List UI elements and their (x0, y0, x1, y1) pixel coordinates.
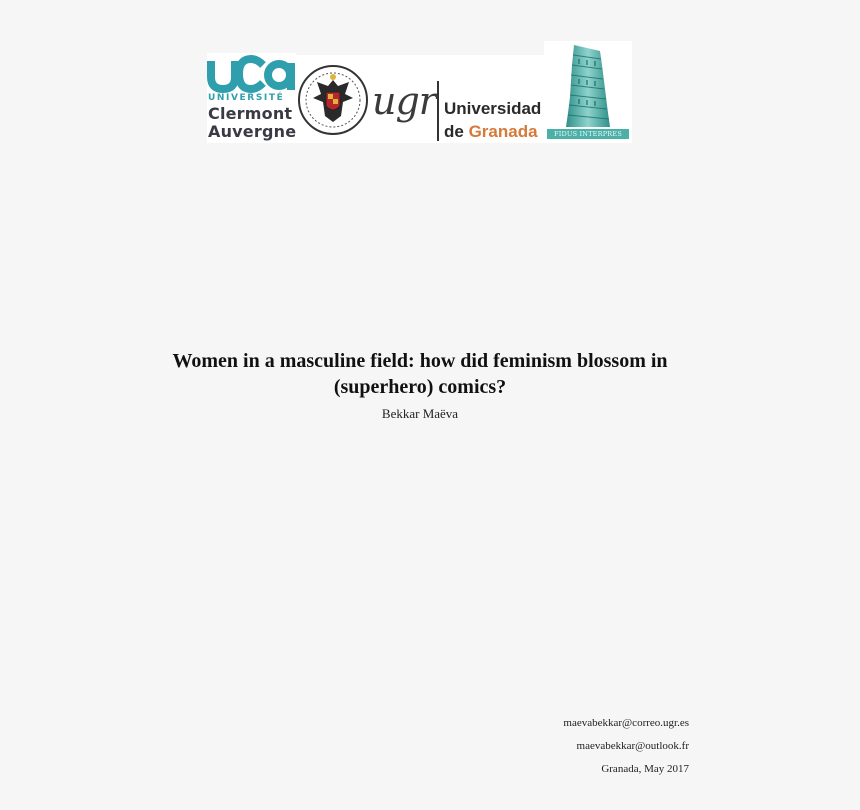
email-ugr: maevabekkar@correo.ugr.es (563, 717, 689, 729)
fidus-banner: FIDUS INTERPRES (547, 129, 629, 139)
ugr-divider (437, 81, 439, 141)
babel-tower-icon (544, 41, 632, 129)
document-title (0, 348, 840, 400)
ugr-name-line1: Universidad (444, 99, 542, 118)
uca-line-universite: UNIVERSITÉ (208, 93, 285, 103)
uca-line-auvergne: Auvergne (208, 122, 297, 141)
uca-mark-icon (207, 55, 296, 93)
ugr-wordmark: ugr (372, 79, 436, 123)
contact-block (563, 712, 689, 781)
title-line-1: Women in a masculine field: how did feminism blossom in (172, 350, 668, 372)
uca-logo (207, 53, 296, 143)
ugr-name-granada: Granada (468, 122, 538, 141)
ugr-name-de: de (444, 122, 464, 141)
email-outlook: maevabekkar@outlook.fr (576, 740, 689, 752)
ugr-logo (296, 55, 546, 143)
ugr-name-line2 (444, 122, 538, 142)
title-line-2: (superhero) comics? (333, 376, 507, 398)
place-date: Granada, May 2017 (601, 763, 689, 775)
university-seal-icon (297, 64, 369, 136)
uca-line-clermont: Clermont (208, 104, 293, 123)
logo-strip (207, 41, 632, 145)
author-name: Bekkar Maëva (381, 406, 459, 421)
fidus-interpres-logo (544, 41, 632, 143)
